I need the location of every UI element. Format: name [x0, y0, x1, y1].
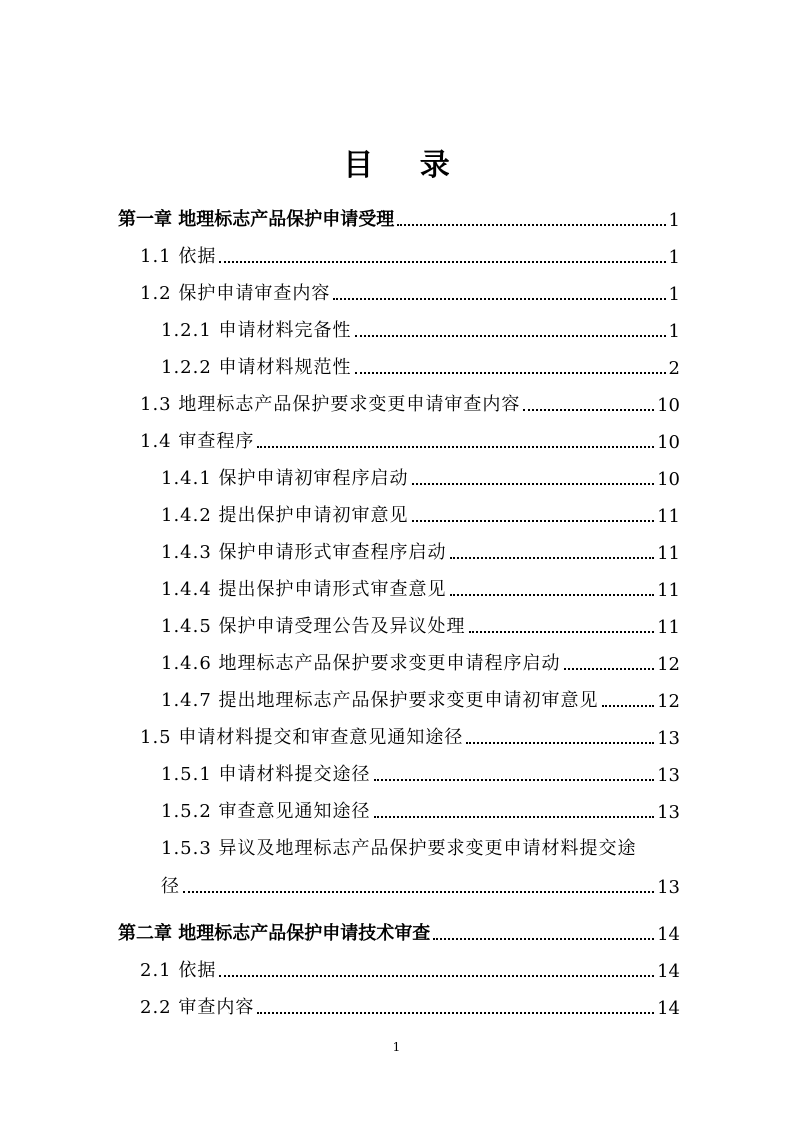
dot-leader: [469, 631, 655, 633]
toc-page-number: 14: [657, 924, 680, 945]
toc-entry-1-5-3[interactable]: [118, 823, 680, 898]
toc-page-number: 13: [657, 802, 680, 823]
toc-entry-text: 1.1 依据: [140, 246, 217, 267]
dot-leader: [219, 975, 654, 977]
dot-leader: [397, 224, 665, 226]
toc-entry-1-2[interactable]: [118, 268, 680, 305]
dot-leader: [374, 779, 655, 781]
dot-leader: [450, 594, 655, 596]
toc-entry-1-1[interactable]: [118, 231, 680, 268]
toc-entry-text: 1.4.3 保护申请形式审查程序启动: [161, 542, 447, 563]
dot-leader: [466, 742, 654, 744]
toc-entry-text: 1.4.5 保护申请受理公告及异议处理: [161, 616, 466, 637]
toc-page-number: 13: [657, 728, 680, 749]
toc-title: 目 录: [343, 148, 468, 183]
toc-entry-1-5[interactable]: [118, 712, 680, 749]
dot-leader: [412, 483, 655, 485]
toc-entry-1-2-1[interactable]: [118, 305, 680, 342]
toc-entry-text: 1.5.3 异议及地理标志产品保护要求变更申请材料提交途: [161, 838, 637, 859]
toc-page-number: 13: [657, 877, 680, 898]
toc-entry-2-1[interactable]: [118, 945, 680, 982]
toc-entry-1-2-2[interactable]: [118, 342, 680, 379]
toc-entry-2-2[interactable]: [118, 982, 680, 1019]
toc-entry-1-4-7[interactable]: [118, 675, 680, 712]
toc-entry-text: 1.4.6 地理标志产品保护要求变更申请程序启动: [161, 653, 561, 674]
toc-entry-text: 1.2 保护申请审查内容: [140, 283, 331, 304]
toc-entry-text: 2.2 审查内容: [140, 997, 255, 1018]
toc-entry-1-4-1[interactable]: [118, 453, 680, 490]
dot-leader: [183, 891, 654, 893]
dot-leader: [412, 520, 655, 522]
dot-leader: [257, 446, 654, 448]
table-of-contents: [118, 194, 680, 1019]
dot-leader: [523, 409, 654, 411]
toc-entry-1-4-2[interactable]: [118, 490, 680, 527]
toc-entry-1-4-5[interactable]: [118, 601, 680, 638]
toc-entry-text: 1.3 地理标志产品保护要求变更申请审查内容: [140, 394, 521, 415]
toc-entry-text: 1.2.1 申请材料完备性: [161, 320, 352, 341]
toc-page-number: 10: [657, 395, 680, 416]
toc-page-number: 10: [657, 469, 680, 490]
toc-page-number: 10: [657, 432, 680, 453]
toc-page-number: 1: [668, 321, 680, 342]
toc-page-number: 12: [657, 654, 680, 675]
toc-entry-text-continued: 径: [161, 876, 180, 897]
dot-leader: [219, 261, 665, 263]
dot-leader: [333, 298, 665, 300]
toc-entry-1-3[interactable]: [118, 379, 680, 416]
toc-entry-text: 1.4.1 保护申请初审程序启动: [161, 468, 409, 489]
toc-page-number: 11: [657, 617, 680, 638]
dot-leader: [433, 938, 654, 940]
toc-entry-chapter-2[interactable]: [118, 908, 680, 945]
toc-entry-text: 1.4.2 提出保护申请初审意见: [161, 505, 409, 526]
toc-page-number: 12: [657, 691, 680, 712]
toc-entry-text: 1.5.1 申请材料提交途径: [161, 764, 371, 785]
dot-leader: [602, 705, 655, 707]
dot-leader: [257, 1012, 654, 1014]
toc-entry-1-5-1[interactable]: [118, 749, 680, 786]
toc-entry-1-4-6[interactable]: [118, 638, 680, 675]
toc-page-number: 1: [668, 210, 680, 231]
toc-page-number: 14: [657, 998, 680, 1019]
toc-entry-text: 1.5.2 审查意见通知途径: [161, 801, 371, 822]
toc-entry-1-5-2[interactable]: [118, 786, 680, 823]
toc-entry-1-4[interactable]: [118, 416, 680, 453]
toc-entry-1-4-3[interactable]: [118, 527, 680, 564]
toc-page-number: 14: [657, 961, 680, 982]
toc-entry-text: 1.2.2 申请材料规范性: [161, 357, 352, 378]
toc-entry-text: 1.5 申请材料提交和审查意见通知途径: [140, 727, 464, 748]
dot-leader: [355, 335, 666, 337]
toc-entry-text: 1.4.7 提出地理标志产品保护要求变更申请初审意见: [161, 690, 599, 711]
page-number-footer: 1: [392, 1040, 401, 1054]
toc-entry-text: 第二章 地理标志产品保护申请技术审查: [118, 923, 431, 944]
toc-page-number: 13: [657, 765, 680, 786]
dot-leader: [450, 557, 655, 559]
toc-page-number: 1: [668, 284, 680, 305]
toc-page-number: 11: [657, 543, 680, 564]
toc-page-number: 1: [668, 247, 680, 268]
dot-leader: [355, 372, 666, 374]
toc-entry-1-4-4[interactable]: [118, 564, 680, 601]
toc-entry-text: 1.4.4 提出保护申请形式审查意见: [161, 579, 447, 600]
toc-entry-text: 1.4 审查程序: [140, 431, 255, 452]
dot-leader: [374, 816, 655, 818]
toc-entry-text: 2.1 依据: [140, 960, 217, 981]
toc-page-number: 2: [668, 358, 680, 379]
toc-page-number: 11: [657, 580, 680, 601]
toc-entry-chapter-1[interactable]: [118, 194, 680, 231]
dot-leader: [564, 668, 655, 670]
toc-entry-text: 第一章 地理标志产品保护申请受理: [118, 209, 395, 230]
toc-page-number: 11: [657, 506, 680, 527]
